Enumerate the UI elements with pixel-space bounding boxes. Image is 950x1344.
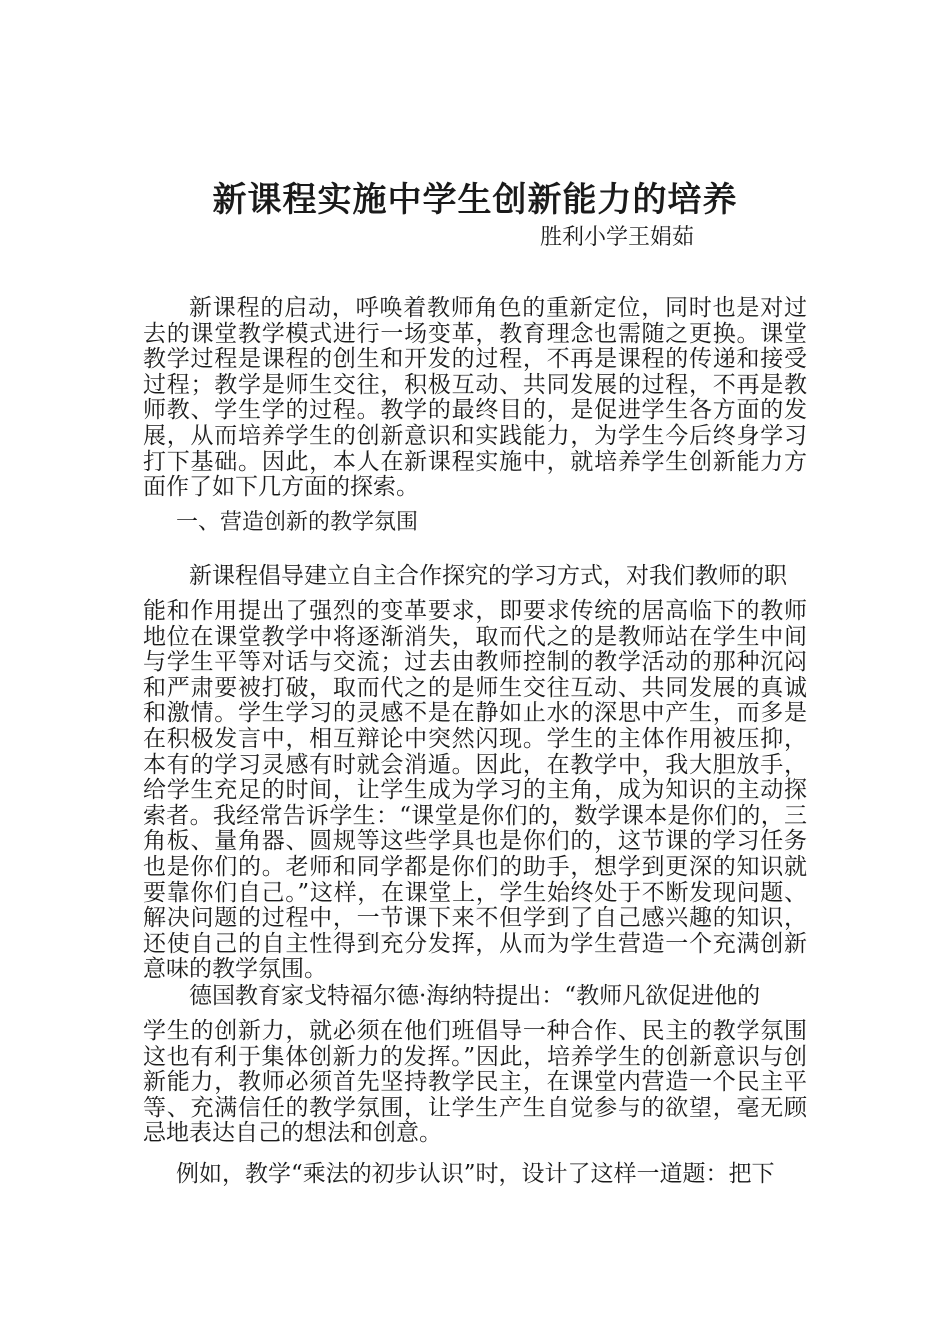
paragraph-first-line: 例如，教学“乘法的初步认识”时，设计了这样一道题：把下	[176, 1161, 775, 1187]
paragraph-first-line: 新课程倡导建立自主合作探究的学习方式，对我们教师的职	[189, 563, 787, 589]
author-line: 胜利小学王娟茹	[540, 225, 695, 250]
document-title: 新课程实施中学生创新能力的培养	[212, 180, 738, 220]
paragraph-first-line: 德国教育家戈特福尔德·海纳特提出：“教师凡欲促进他的	[189, 983, 761, 1009]
section-heading: 一、营造创新的教学氛围	[176, 510, 419, 535]
intro-paragraph: 新课程的启动，呼唤着教师角色的重新定位，同时也是对过去的课堂教学模式进行一场变革，教育理念也需随之更换。课堂教学过程是课程的创生和开发的过程，不再是课程的传递和接受过程；教学是师生交往，积极互动、共同发展的过程，不再是教师教、学生学的过程。教学的最终目的，是促进学生各方面的发展，从而培养学生的创新意识和实践能力，为学生今后终身学习打下基础。因此，本人在新课程实施中，就培养学生创新能力方面作了如下几方面的探索。	[143, 295, 807, 501]
paragraph-body: 学生的创新力，就必须在他们班倡导一种合作、民主的教学氛围这也有利于集体创新力的发挥。”因此，培养学生的创新意识与创新能力，教师必须首先坚持教学民主，在课堂内营造一个民主平等、充满信任的教学氛围，让学生产生自觉参与的欲望，毫无顾忌地表达自己的想法和创意。	[143, 1018, 807, 1147]
paragraph-body: 能和作用提出了强烈的变革要求，即要求传统的居高临下的教师地位在课堂教学中将逐渐消失，取而代之的是教师站在学生中间与学生平等对话与交流；过去由教师控制的教学活动的那种沉闷和严肃要被打破，取而代之的是师生交往互动、共同发展的真诚和激情。学生学习的灵感不是在静如止水的深思中产生，而多是在积极发言中，相互辩论中突然闪现。学生的主体作用被压抑，本有的学习灵感有时就会消遁。因此，在教学中，我大胆放手，给学生充足的时间，让学生成为学习的主角，成为知识的主动探索者。我经常告诉学生：“课堂是你们的，数学课本是你们的，三角板、量角器、圆规等这些学具也是你们的，这节课的学习任务也是你们的。老师和同学都是你们的助手，想学到更深的知识就要靠你们自己。”这样，在课堂上，学生始终处于不断发现问题、解决问题的过程中，一节课下来不但学到了自己感兴趣的知识，还使自己的自主性得到充分发挥，从而为学生营造一个充满创新意味的教学氛围。	[143, 598, 807, 983]
